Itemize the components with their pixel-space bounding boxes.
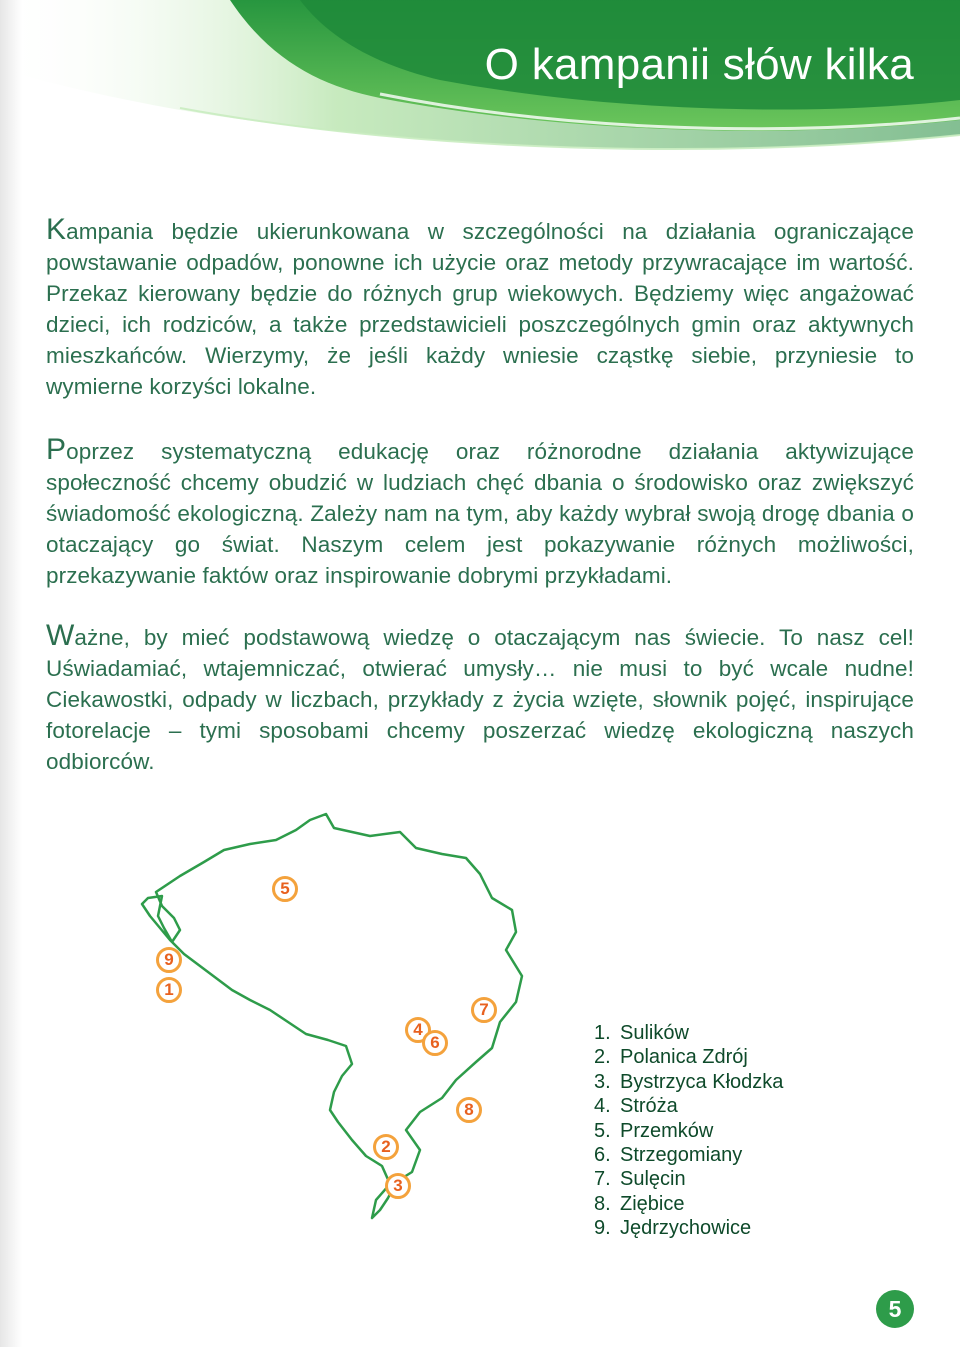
paragraph-text: ażne, by mieć podstawową wiedzę o otaczającym nas świecie. To nasz cel! Uświadamiać, wtajemniczać, otwierać umysły… nie musi to być wcale nudne! Ciekawostki, odpady w liczbach, przykłady z życia wzięte, słownik pojęć, inspirujące fotorelacje – tymi sposobami chcemy poszerzać wiedzę ekologiczną naszych odbiorców.: [46, 625, 914, 774]
map-legend: [594, 1021, 783, 1241]
education-paragraph: [46, 434, 914, 591]
legend-item: 2. Polanica Zdrój: [594, 1046, 748, 1069]
goal-paragraph: [46, 620, 914, 777]
map-marker-1: 1: [156, 977, 182, 1003]
map-marker-3: 3: [385, 1173, 411, 1199]
paragraph-text: ampania będzie ukierunkowana w szczególności na działania ograniczające powstawanie odpadów, ponowne ich użycie oraz metody przywracające im wartość. Przekaz kierowany będzie do różnych grup wiekowych. Będziemy więc angażować dzieci, ich rodziców, a także przedstawicieli poszczególnych gmin oraz aktywnych mieszkańców. Wierzymy, że jeśli każdy wniesie cząstkę siebie, przyniesie to wymierne korzyści lokalne.: [46, 219, 914, 399]
map-marker-7: 7: [471, 997, 497, 1023]
map-marker-2: 2: [373, 1134, 399, 1160]
page-number-badge: 5: [876, 1290, 914, 1328]
intro-paragraph: [46, 214, 914, 402]
map-marker-5: 5: [272, 876, 298, 902]
region-map: [120, 800, 560, 1240]
legend-item: 5. Przemków: [594, 1119, 714, 1142]
page-edge-shadow: [0, 0, 22, 1347]
map-marker-4: 4: [405, 1017, 431, 1043]
drop-cap: K: [46, 213, 67, 246]
page-title: O kampanii słów kilka: [484, 40, 914, 89]
legend-item: 9. Jędrzychowice: [594, 1217, 752, 1240]
map-marker-9: 9: [156, 947, 182, 973]
map-marker-8: 8: [456, 1097, 482, 1123]
legend-item: 1. Sulików: [594, 1022, 689, 1044]
header-banner: [0, 0, 960, 175]
legend-item: 3. Bystrzyca Kłodzka: [594, 1070, 784, 1093]
map-marker-6: 6: [422, 1030, 448, 1056]
region-outline: [120, 800, 560, 1240]
legend-item: 8. Ziębice: [594, 1192, 685, 1215]
legend-item: 7. Sulęcin: [594, 1168, 686, 1191]
legend-item: 4. Stróża: [594, 1095, 678, 1118]
legend-item: 6. Strzegomiany: [594, 1144, 743, 1167]
drop-cap: W: [46, 619, 75, 652]
drop-cap: P: [46, 433, 67, 466]
paragraph-text: oprzez systematyczną edukację oraz różnorodne działania aktywizujące społeczność chcemy obudzić w ludziach chęć dbania o środowisko oraz zwiększyć świadomość ekologiczną. Zależy nam na tym, aby każdy wybrał swoją drogę dbania o otaczający go świat. Naszym celem jest pokazywanie różnych możliwości, przekazywanie faktów oraz inspirowanie dobrymi przykładami.: [46, 439, 914, 588]
